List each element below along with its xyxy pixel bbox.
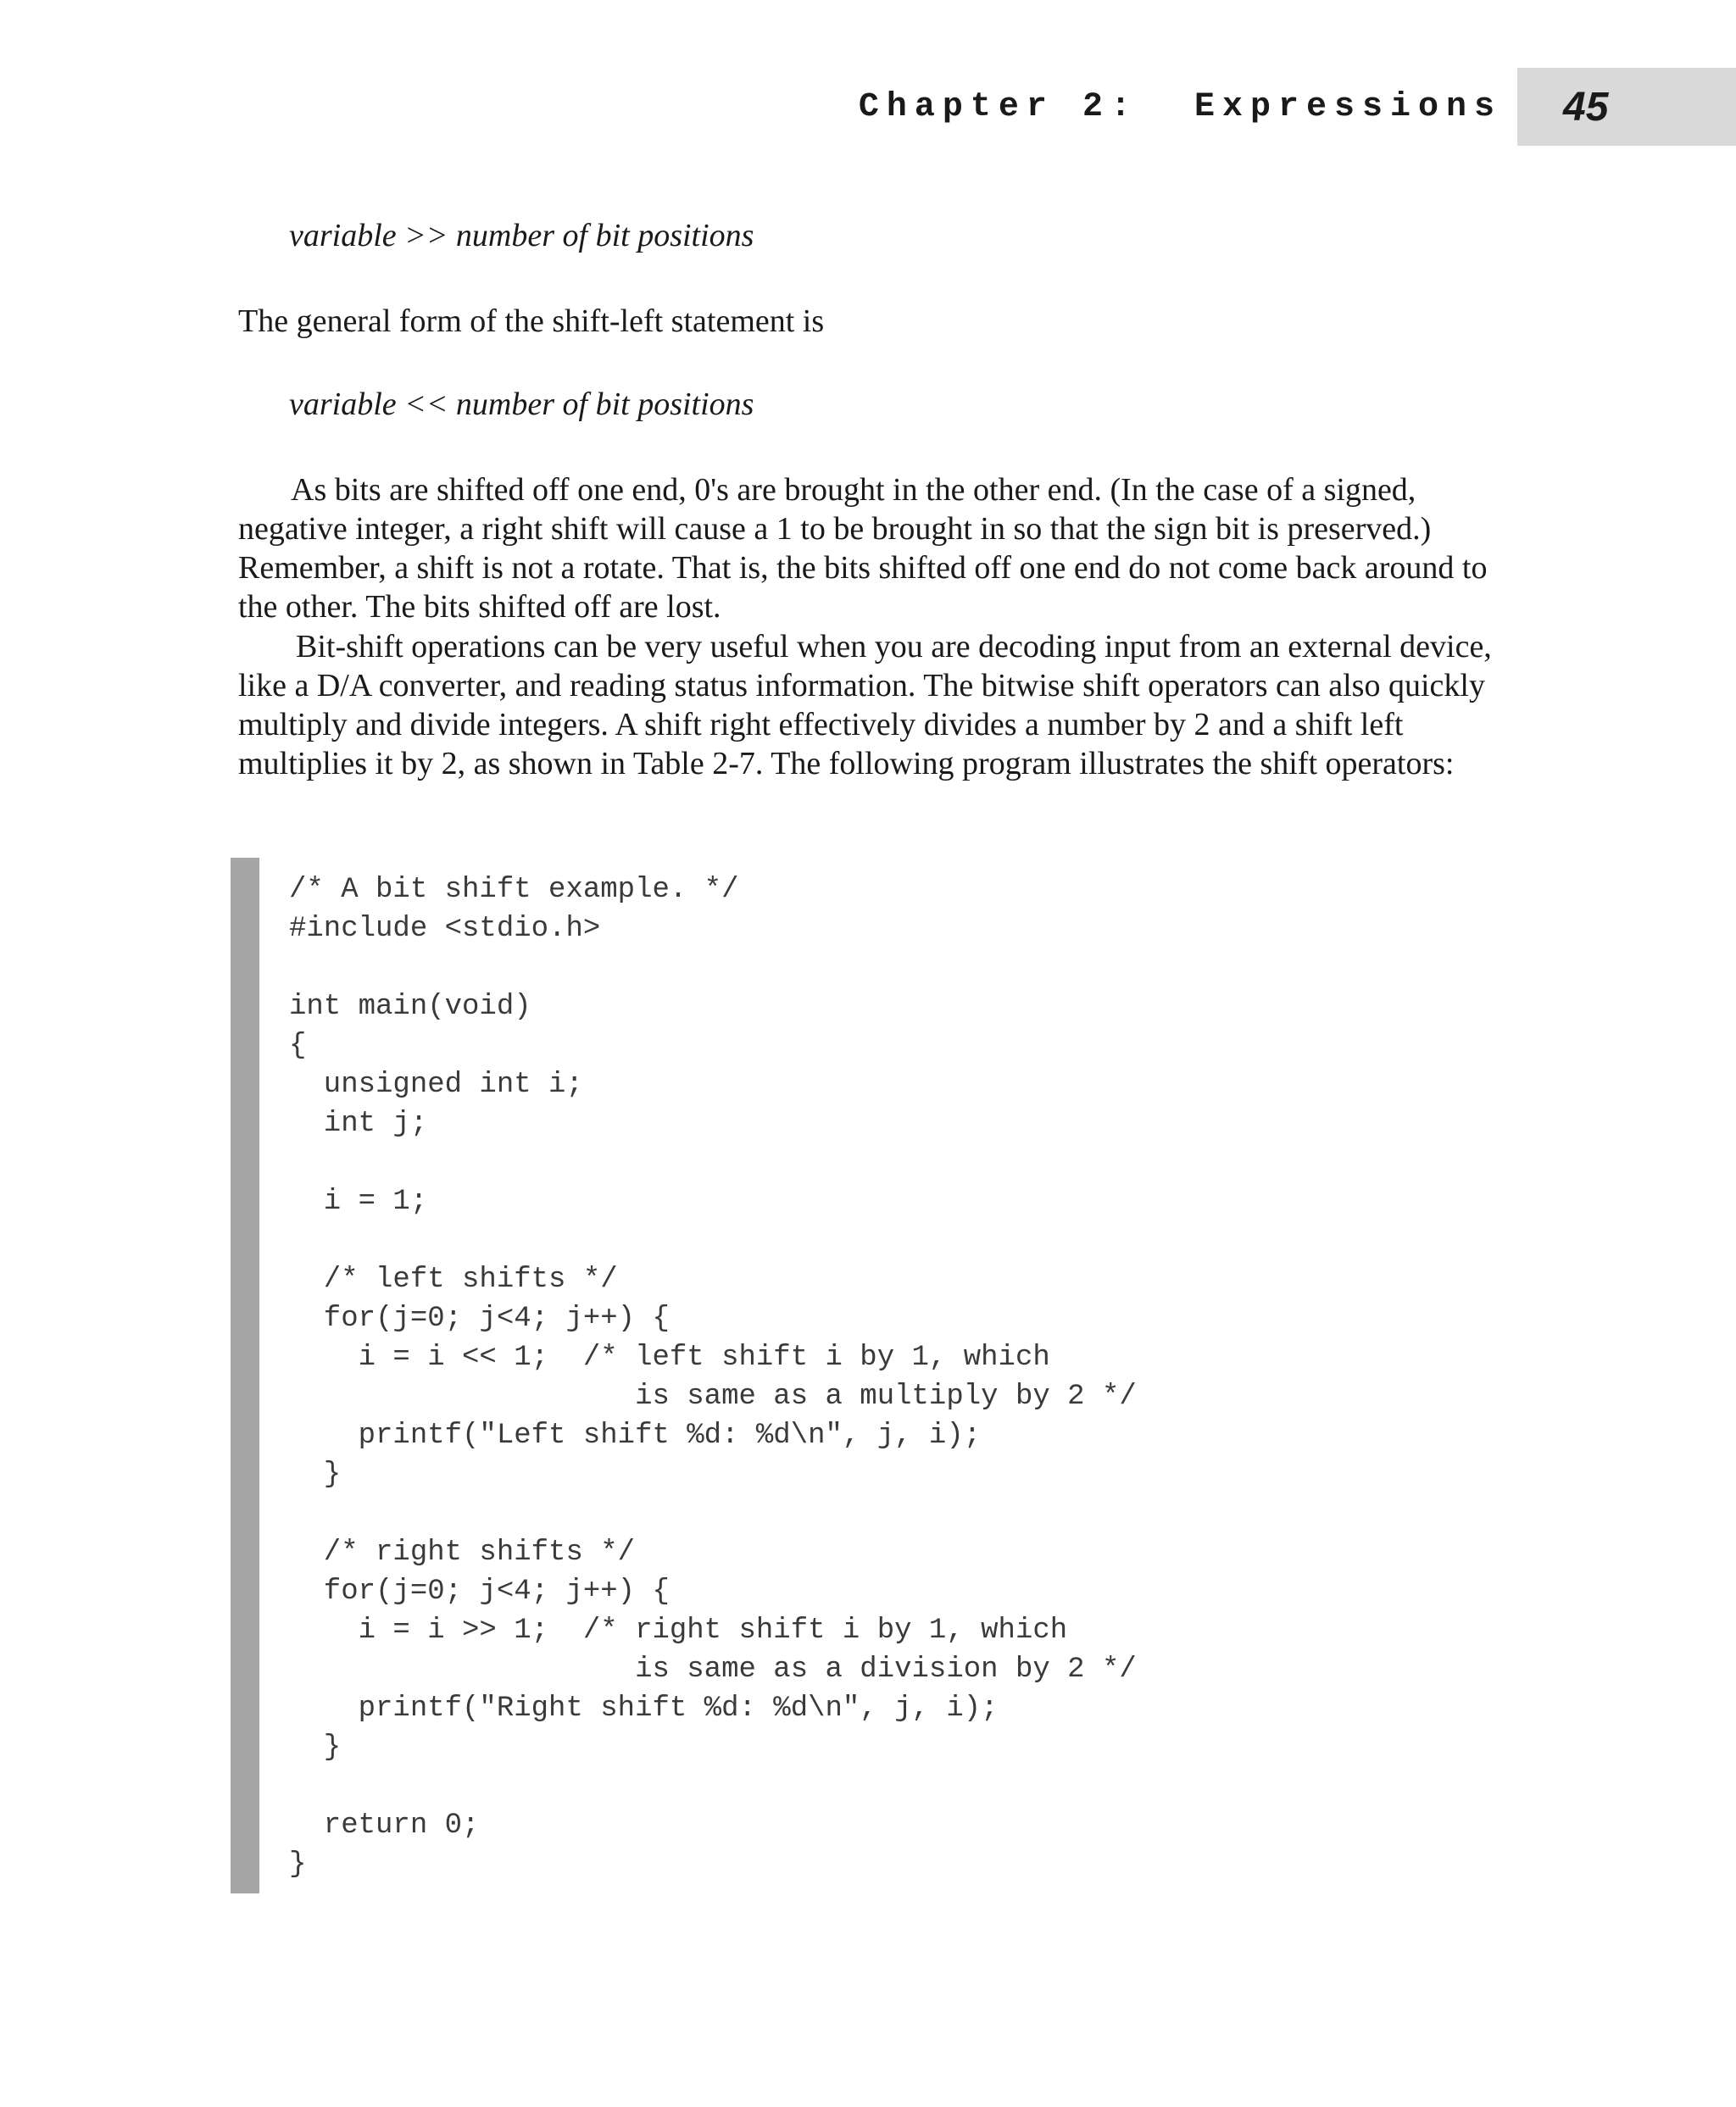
page-number: 45 (1563, 84, 1609, 130)
shift-left-syntax: variable << number of bit positions (289, 386, 754, 422)
paragraph-shift-behavior: As bits are shifted off one end, 0's are brought in the other end. (In the case of a signed, negative integer, a right shift will cause a 1 to be brought in so that the sign bit is preserved.) Remember, a shift is not a rotate. That is, the bits shifted off one end do not come back around to the other. The bits shifted off are lost. (238, 472, 1488, 625)
code-listing: /* A bit shift example. */ #include <stdio.h> int main(void) { unsigned int i; int j; i = 1; /* left shifts */ for(j=0; j<4; j++) { i = i << 1; /* left shift i by 1, which is same as a multiply by 2 */ printf("Left shift %d: %d\n", j, i); } /* right shifts */ for(j=0; j<4; j++) { i = i >> 1; /* right shift i by 1, which is same as a division by 2 */ printf("Right shift %d: %d\n", j, i); } return 0; } (289, 874, 1137, 1881)
page-number-box (1517, 68, 1736, 146)
shift-right-syntax: variable >> number of bit positions (289, 218, 754, 253)
shift-left-intro: The general form of the shift-left statement is (238, 303, 825, 339)
code-block-sidebar (231, 858, 259, 1893)
paragraph-shift-uses: Bit-shift operations can be very useful when you are decoding input from an external device, like a D/A converter, and reading status information. The bitwise shift operators can also quickly multiply and divide integers. A shift right effectively divides a number by 2 and a shift left multiplies it by 2, as shown in Table 2-7. The following program illustrates the shift operators: (238, 629, 1492, 781)
chapter-title: Chapter 2: Expressions (858, 87, 1502, 126)
running-head (859, 68, 1736, 146)
